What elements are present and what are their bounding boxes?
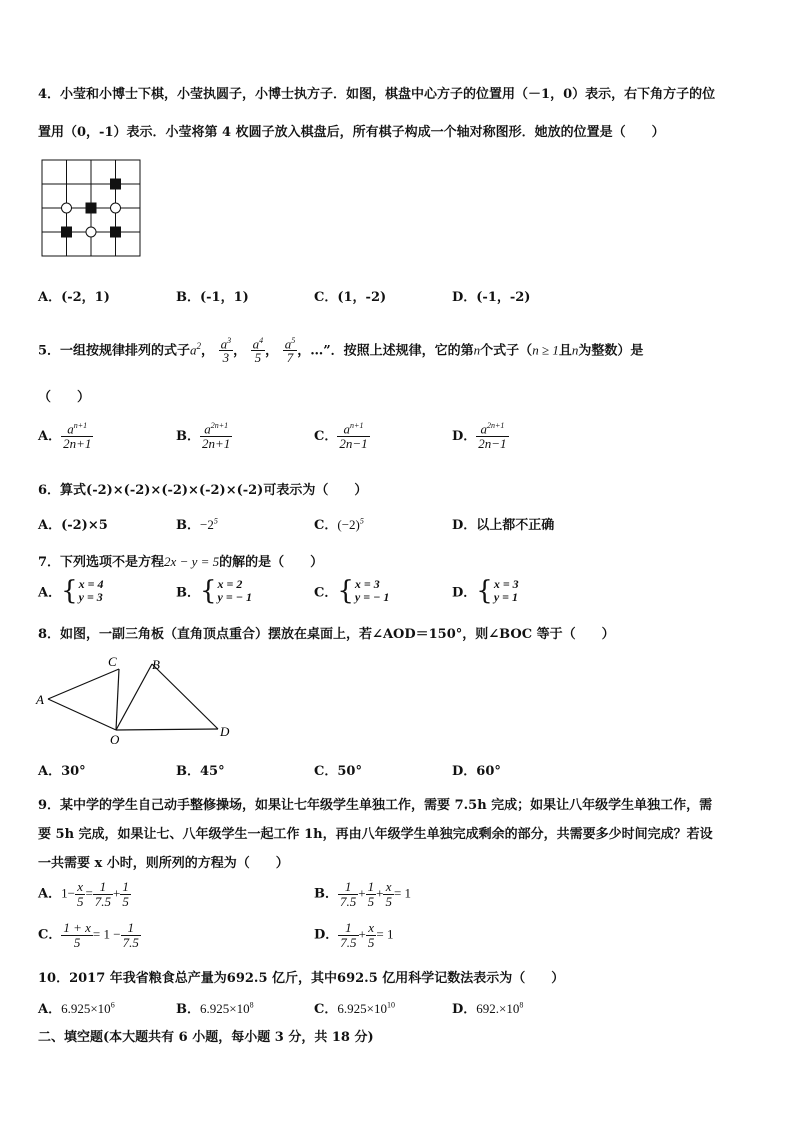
q10-option-c[interactable]: C．$6.925\times 10^{10}$ [314,1000,395,1017]
q6-option-a[interactable]: A．(-2)×5 [38,518,108,533]
point-label-a: A [36,692,44,707]
q7-option-c[interactable]: C．{ x = 3 y = − 1 [314,576,390,606]
q8-stem: 8．如图，一副三角板（直角顶点重合）摆放在桌面上，若∠AOD＝150°，则∠BOC 等于（ ） [38,627,615,642]
q9-option-d[interactable]: D． $\frac{1}{7.5}$ + $\frac{x}{5}$ = 1 [314,920,394,950]
q7-option-a[interactable]: A．{ x = 4 y = 3 [38,576,104,606]
point-label-o: O [110,732,120,746]
q6-option-d[interactable]: D．以上都不正确 [452,518,555,533]
q5-stem: 5．一组按规律排列的式子$a^2$， $\frac{a^3}{3}$ ， $\frac{a^4}{5}$ ， $\frac{a^5}{7}$ ，…”．按照上述规律，它的第n个式子（n ≥ 1且n为整数）是 [38,335,644,366]
square-piece [86,203,97,214]
q5-paren: （ ） [38,390,91,405]
section-2-header: 二、填空题(本大题共有 6 小题，每小题 3 分，共 18 分) [38,1030,374,1045]
q5-option-d[interactable]: D． $\frac{a^{2n+1}}{2n-1}$ [452,421,507,451]
q7-stem: 7．下列选项不是方程2x − y = 5的解的是（ ） [38,554,324,570]
point-label-b: B [152,657,160,672]
q8-option-c[interactable]: C．50° [314,764,362,779]
q9-option-a[interactable]: A．1− $\frac{x}{5}$ = $\frac{1}{7.5}$ + $\frac{1}{5}$ [38,879,129,909]
circle-piece [86,227,96,237]
point-label-c: C [108,654,117,669]
go-board-figure [40,158,144,260]
square-piece [61,227,72,238]
q10-stem: 10．2017 年我省粮食总产量为692.5 亿斤，其中692.5 亿用科学记数法表示为（ ） [38,971,565,986]
q6-stem: 6．算式(-2)×(-2)×(-2)×(-2)×(-2)可表示为（ ） [38,483,368,498]
q4-line1: 4．小莹和小博士下棋，小莹执圆子，小博士执方子．如图，棋盘中心方子的位置用（－1，0）表示，右下角方子的位 [38,87,716,102]
q10-option-d[interactable]: D．$692.\times 10^8$ [452,1000,524,1017]
q8-option-b[interactable]: B．45° [176,764,225,779]
square-piece [110,179,121,190]
q4-option-c[interactable]: C．(1，-2) [314,290,387,305]
q10-option-a[interactable]: A．$6.925\times 10^6$ [38,1000,115,1017]
circle-piece [111,203,121,213]
q5-option-a[interactable]: A． $\frac{a^{n+1}}{2n+1}$ [38,421,92,451]
q4-option-a[interactable]: A．(-2，1) [38,290,110,305]
q9-option-c[interactable]: C． $\frac{1 + x}{5}$ = 1 − $\frac{1}{7.5}$ [38,920,139,950]
q6-option-b[interactable]: B．$-2^5$ [176,516,218,533]
circle-piece [62,203,72,213]
q4-option-d[interactable]: D．(-1，-2) [452,290,531,305]
triangle-set-figure [34,652,234,746]
q8-option-a[interactable]: A．30° [38,764,86,779]
q9-line2: 要 5h 完成，如果让七、八年级学生一起工作 1h，再由八年级学生单独完成剩余的部分，共需要多少时间完成？若设 [38,827,713,842]
q5-option-c[interactable]: C． $\frac{a^{n+1}}{2n-1}$ [314,421,368,451]
q10-option-b[interactable]: B．$6.925\times 10^8$ [176,1000,254,1017]
q4-line2: 置用（0，-1）表示．小莹将第 4 枚圆子放入棋盘后，所有棋子构成一个轴对称图形．她放的位置是（ ） [38,125,665,140]
q7-option-d[interactable]: D．{ x = 3 y = 1 [452,576,519,606]
q9-line1: 9．某中学的学生自己动手整修操场，如果让七年级学生单独工作，需要 7.5h 完成；如果让八年级学生单独工作，需 [38,798,713,813]
square-piece [110,227,121,238]
q4-option-b[interactable]: B．(-1，1) [176,290,249,305]
q6-option-c[interactable]: C．$(-2)^5$ [314,516,364,533]
q8-option-d[interactable]: D．60° [452,764,501,779]
q7-option-b[interactable]: B．{ x = 2 y = − 1 [176,576,252,606]
point-label-d: D [220,724,230,739]
q9-line3: 一共需要 x 小时，则所列的方程为（ ） [38,856,289,871]
q5-option-b[interactable]: B． $\frac{a^{2n+1}}{2n+1}$ [176,421,231,451]
q9-option-b[interactable]: B． $\frac{1}{7.5}$ + $\frac{1}{5}$ + $\frac{x}{5}$ = 1 [314,879,412,909]
